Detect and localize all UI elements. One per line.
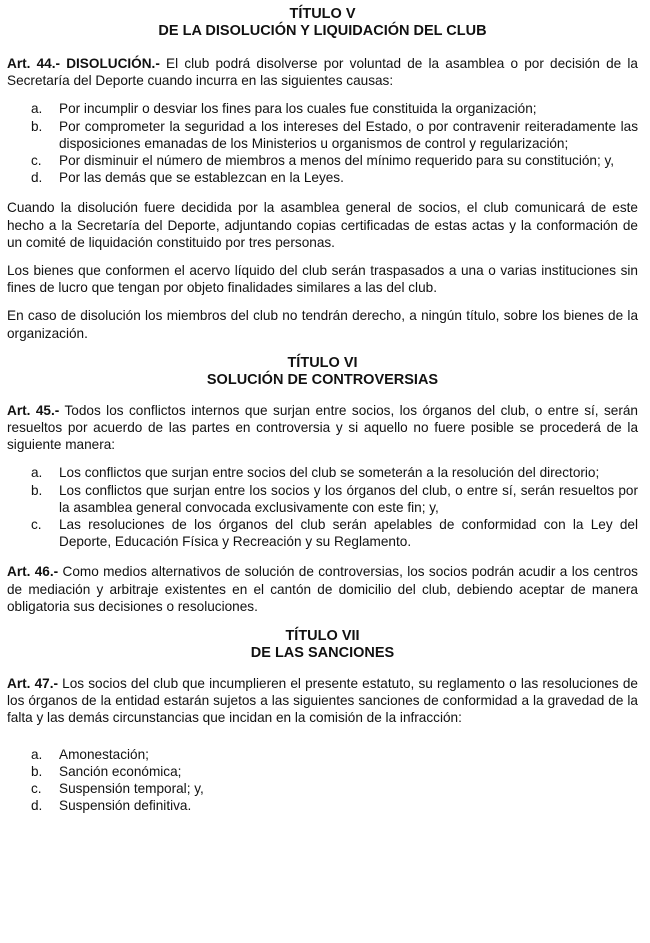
titulo-v-number: TÍTULO V [289, 6, 356, 22]
article-44-text: El club podrá disolverse por voluntad de la asamblea o por decisión de la Secretaría del Deporte cuando incurra en las siguientes causas: [7, 56, 638, 89]
list-marker: c. [31, 781, 42, 797]
article-44 [7, 55, 638, 89]
titulo-vii-number: TÍTULO VII [285, 628, 360, 645]
list-marker: a. [31, 746, 43, 762]
list-item-text: Los conflictos que surjan entre los socios y los órganos del club, o entre sí, serán resueltos por la asamblea general convocada exclusivamente con este fin; y, [59, 482, 638, 515]
article-44-list [7, 100, 638, 186]
list-item-text: Los conflictos que surjan entre socios del club se someterán a la resolución del directorio; [59, 465, 600, 481]
article-44-paragraph-2: Los bienes que conformen el acervo líquido del club serán traspasados a una o varias instituciones sin fines de lucro que tengan por objeto finalidades similares a las del club. [7, 263, 638, 296]
list-marker: b. [31, 118, 43, 134]
list-item [7, 152, 638, 169]
article-47-text: Los socios del club que incumplieren el presente estatuto, su reglamento o las resoluciones de los órganos de la entidad estarán sujetos a las siguientes sanciones de conformidad a la gravedad de la falta y las demás circunstancias que incidan en la comisión de la infracción: [7, 676, 638, 726]
article-46 [7, 563, 638, 615]
article-47-heading: Art. 47.- [7, 676, 58, 692]
list-item [7, 780, 638, 797]
list-item [7, 464, 638, 481]
article-44-paragraph-3: En caso de disolución los miembros del club no tendrán derecho, a ningún título, sobre los bienes de la organización. [7, 308, 638, 341]
list-item-text: Por disminuir el número de miembros a menos del mínimo requerido para su constitución; y, [59, 153, 615, 169]
list-item [7, 516, 638, 550]
list-item-text: Por incumplir o desviar los fines para los cuales fue constituida la organización; [59, 101, 537, 117]
list-marker: c. [31, 517, 42, 533]
list-item [7, 118, 638, 152]
list-marker: a. [31, 101, 43, 117]
list-marker: d. [31, 798, 43, 814]
article-46-text: Como medios alternativos de solución de controversias, los socios podrán acudir a los centros de mediación y arbitraje existentes en el cantón de domicilio del club, debiendo aceptar de manera obligatoria sus decisiones o resoluciones. [7, 564, 638, 614]
titulo-vii-heading [7, 628, 638, 662]
article-45-list [7, 464, 638, 550]
titulo-vi-heading [7, 355, 638, 389]
list-item [7, 746, 638, 763]
article-45-text: Todos los conflictos internos que surjan entre socios, los órganos del club, o entre sí, serán resueltos por acuerdo de las partes en controversia y si aquello no fuere posible se procederá de la siguiente manera: [7, 402, 638, 453]
titulo-v-name: DE LA DISOLUCIÓN Y LIQUIDACIÓN DEL CLUB [158, 23, 487, 39]
list-item-text: Sanción económica; [59, 763, 182, 779]
list-marker: c. [31, 153, 42, 169]
list-item [7, 482, 638, 516]
list-item [7, 169, 638, 186]
article-45 [7, 402, 638, 454]
titulo-vi-number: TÍTULO VI [287, 354, 358, 371]
list-marker: a. [31, 465, 43, 481]
titulo-vii-name: DE LAS SANCIONES [250, 645, 395, 662]
list-item-text: Las resoluciones de los órganos del club serán apelables de conformidad con la Ley del Deporte, Educación Física y Recreación y su Reglamento. [59, 517, 638, 550]
list-marker: d. [31, 170, 43, 186]
titulo-vi-name: SOLUCIÓN DE CONTROVERSIAS [206, 371, 439, 388]
article-47-list [7, 746, 638, 815]
article-44-heading: Art. 44.- DISOLUCIÓN.- [7, 56, 160, 71]
titulo-v-heading [7, 6, 638, 40]
list-item [7, 797, 638, 814]
list-item [7, 763, 638, 780]
list-item-text: Suspensión definitiva. [59, 798, 192, 814]
list-marker: b. [31, 763, 43, 779]
article-47 [7, 675, 638, 727]
list-item-text: Por comprometer la seguridad a los intereses del Estado, o por contravenir reiteradamente las disposiciones emanadas de los Ministerios u organismos de control y regularización; [59, 118, 638, 151]
list-item-text: Suspensión temporal; y, [59, 781, 204, 797]
list-marker: b. [31, 482, 43, 498]
article-46-heading: Art. 46.- [7, 564, 59, 580]
list-item-text: Por las demás que se establezcan en la Leyes. [59, 170, 344, 186]
list-item-text: Amonestación; [59, 746, 149, 762]
article-44-paragraph-1: Cuando la disolución fuere decidida por la asamblea general de socios, el club comunicará de este hecho a la Secretaría del Deporte, adjuntando copias certificadas de estas actas y la conformación de un comité de liquidación constituido por tres personas. [7, 200, 638, 250]
article-45-heading: Art. 45.- [7, 402, 60, 418]
list-item [7, 100, 638, 117]
